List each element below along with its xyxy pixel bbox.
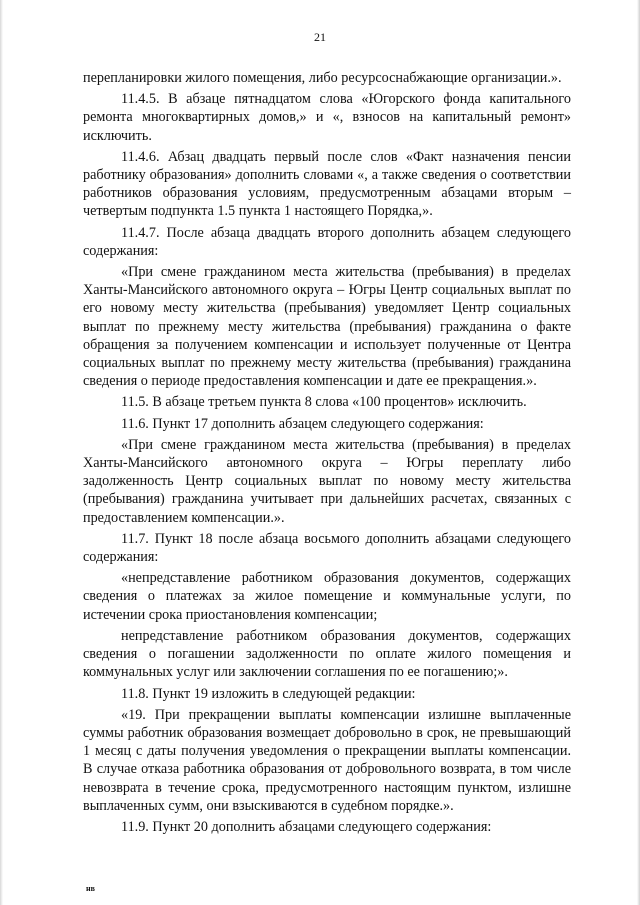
paragraph: «непредставление работником образования документов, содержащих сведения о платежах за жилое помещение и коммунальные услуги, по истечении срока приостановления компенсации; [83, 570, 571, 623]
paragraph: «19. При прекращении выплаты компенсации излишне выплаченные суммы работник образования возмещает добровольно в срок, не превышающий 1 месяц с даты получения уведомления о прекращении выплаты компенсации. В случае отказа работника образования от добровольного возврата, в том числе невозврата в течение срока, предусмотренного настоящим пунктом, излишне выплаченных сумм, они взыскиваются в судебном порядке.». [83, 706, 571, 814]
paragraph: 11.4.5. В абзаце пятнадцатом слова «Югорского фонда капитального ремонта многоквартирных домов,» и «, взносов на капитальный ремонт» исключить. [83, 91, 571, 144]
footer-code: нв [86, 884, 95, 893]
paragraph: 11.4.6. Абзац двадцать первый после слов «Факт назначения пенсии работнику образования» дополнить словами «, а также сведения о соответствии работников образования условиям, предусмотренным абзацами вторым – четвертым подпункта 1.5 пункта 1 настоящего Порядка,». [83, 148, 571, 220]
document-body [83, 69, 571, 836]
paragraph: 11.5. В абзаце третьем пункта 8 слова «100 процентов» исключить. [121, 394, 527, 411]
paragraph: «При смене гражданином места жительства (пребывания) в пределах Ханты-Мансийского автономного округа – Югры Центр социальных выплат по его новому месту жительства (пребывания) уведомляет Центр социальных выплат по прежнему месту жительства (пребывания) гражданина о факте обращения за получением компенсации и использует полученные от Центра социальных выплат по прежнему месту жительства (пребывания) гражданина сведения о периоде предоставления компенсации и дате ее прекращения.». [83, 264, 571, 390]
paragraph: 11.4.7. После абзаца двадцать второго дополнить абзацем следующего содержания: [83, 224, 571, 259]
paragraph: 11.6. Пункт 17 дополнить абзацем следующего содержания: [121, 415, 484, 432]
paragraph: непредставление работником образования документов, содержащих сведения о погашении задолженности по оплате жилого помещения и коммунальных услуг или заключении соглашения по ее погашению;». [83, 627, 571, 681]
page-number: 21 [314, 30, 326, 44]
paragraph: 11.8. Пункт 19 изложить в следующей редакции: [121, 685, 416, 702]
paragraph: перепланировки жилого помещения, либо ресурсоснабжающие организации.». [83, 70, 562, 86]
paragraph: 11.7. Пункт 18 после абзаца восьмого дополнить абзацами следующего содержания: [83, 530, 571, 566]
paragraph: 11.9. Пункт 20 дополнить абзацами следующего содержания: [121, 818, 492, 835]
paragraph: «При смене гражданином места жительства (пребывания) в пределах Ханты-Мансийского автономного округа – Югры переплату либо задолженность Центр социальных выплат по новому месту жительства (пребывания) гражданина учитывает при дальнейших расчетах, связанных с предоставлением компенсации.». [83, 436, 571, 526]
page-edge-left [0, 0, 3, 905]
